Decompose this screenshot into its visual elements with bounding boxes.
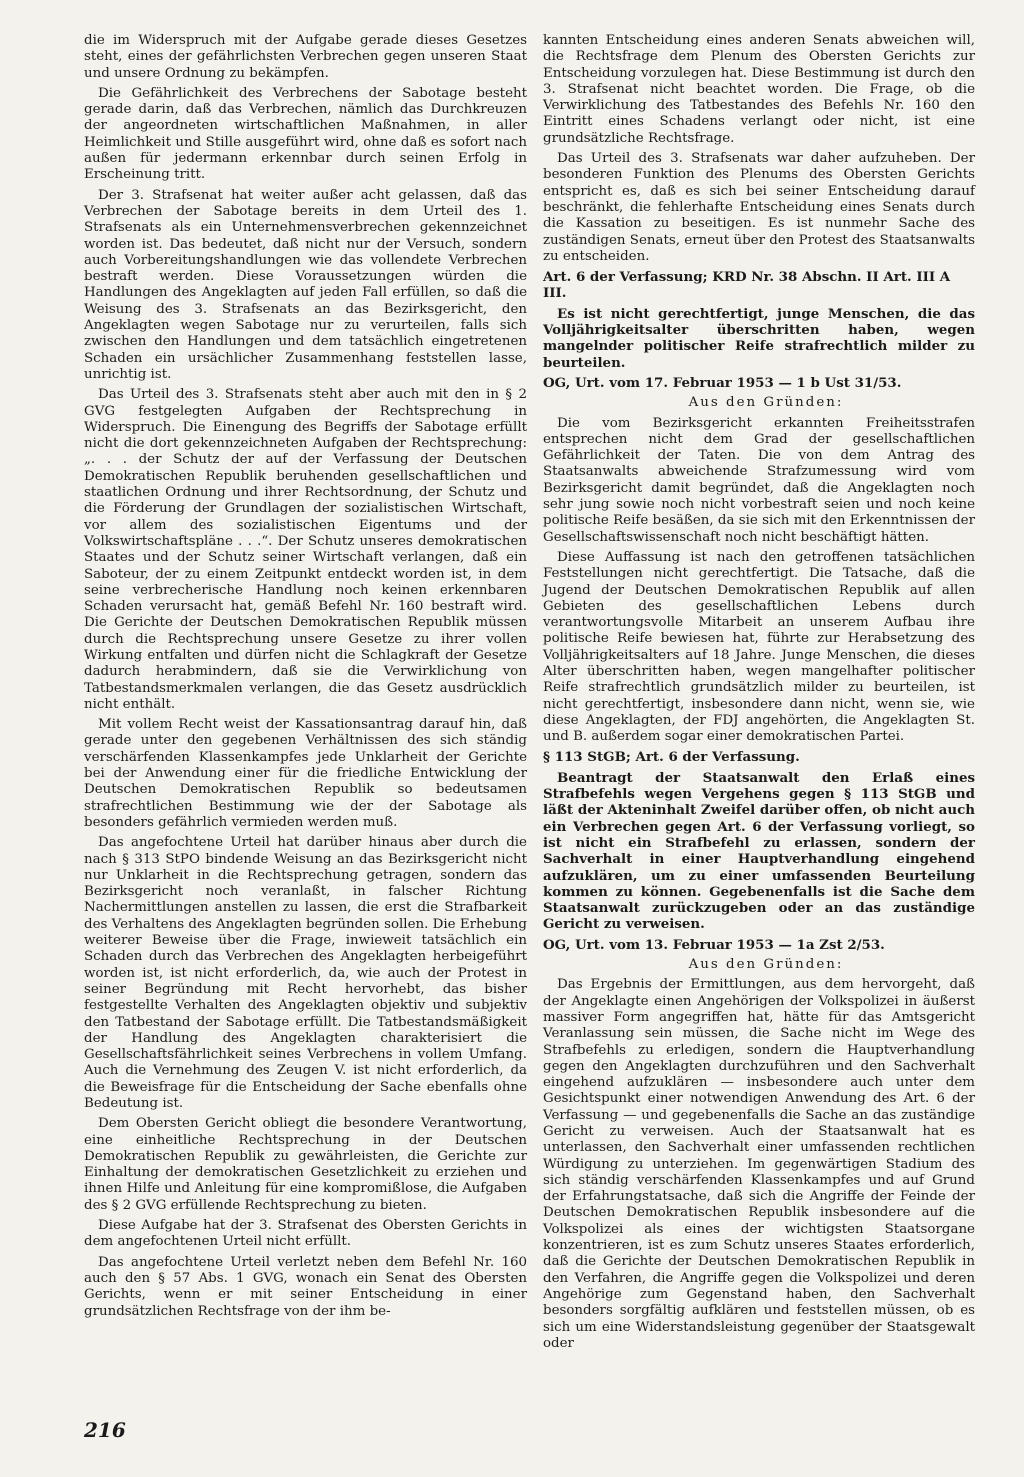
ruling-citation: OG, Urt. vom 17. Februar 1953 — 1 b Ust 31/53. — [543, 374, 902, 391]
paragraph: Die vom Bezirksgericht erkannten Freiheitsstrafen entsprechen nicht dem Grad der gesellschaftlichen Gefährlichkeit der Taten. Die von dem Antrag des Staatsanwalts abweichende Strafzumessung wird vom Bezirksgericht damit begründet, daß die Angeklagten noch sehr jung sowie noch nicht vorbestraft seien und noch keine politische Reife besäßen, da sie sich mit den Erkenntnissen der Gesellschaftswissenschaft noch nicht beschäftigt hätten. — [543, 415, 975, 545]
section-heading: § 113 StGB; Art. 6 der Verfassung. — [543, 749, 800, 766]
paragraph-continued: kannten Entscheidung eines anderen Senats abweichen will, die Rechtsfrage dem Plenum des Obersten Gerichts zur Entscheidung vorzulegen hat. Diese Bestimmung ist durch den 3. Strafsenat nicht beachtet worden. Die Frage, ob die Verwirklichung des Tatbestandes des Befehls Nr. 160 den Eintritt eines Schadens verlangt oder nicht, ist eine grundsätzliche Rechtsfrage. — [543, 33, 975, 146]
paragraph: Mit vollem Recht weist der Kassationsantrag darauf hin, daß gerade unter den gegebenen Verhältnissen des sich ständig verschärfenden Klassenkampfes jede Unklarheit der Gerichte bei der Anwendung einer für die friedliche Entwicklung der Deutschen Demokratischen Republik so bedeutsamen strafrechtlichen Bestimmung wie der der Sabotage als besonders gefährlich vermieden werden muß. — [84, 717, 527, 830]
paragraph: Diese Auffassung ist nach den getroffenen tatsächlichen Feststellungen nicht gerechtfertigt. Die Tatsache, daß die Jugend der Deutschen Demokratischen Republik auf allen Gebieten des gesellschaftlichen Lebens durch verantwortungsvolle Mitarbeit an unserem Aufbau ihre politische Reife bewiesen hat, führte zur Herabsetzung des Volljährigkeitsalters auf 18 Jahre. Junge Menschen, die dieses Alter überschritten haben, wegen mangelhafter politischer Reife strafrechtlich grundsätzlich milder zu beurteilen, ist nicht gerechtfertigt, insbesondere dann nicht, wenn sie, wie diese Angeklagten, der FDJ angehörten, die Angeklagten St. und B. außerdem sogar einer demokratischen Partei. — [543, 549, 975, 745]
paragraph: Dem Obersten Gericht obliegt die besondere Verantwortung, eine einheitliche Rechtsprechung in der Deutschen Demokratischen Republik zu gewährleisten, die Gerichte zur Einhaltung der demokratischen Gesetzlichkeit zu erziehen und ihnen Hilfe und Anleitung für eine kompromißlose, die Aufgaben des § 2 GVG erfüllende Rechtsprechung zu bieten. — [84, 1116, 527, 1213]
paragraph: Das angefochtene Urteil hat darüber hinaus aber durch die nach § 313 StPO bindende Weisung an das Bezirksgericht nicht nur Unklarheit in die Rechtsprechung getragen, sondern das Bezirksgericht noch veranlaßt, in falscher Richtung Nachermittlungen anstellen zu lassen, die erst die Strafbarkeit des Verhaltens des Angeklagten begründen sollen. Die Erhebung weiterer Beweise über die Frage, inwieweit tatsächlich ein Schaden durch das Verbrechen des Angeklagten herbeigeführt worden ist, ist nicht erforderlich, da, wie auch der Protest in seiner Begründung mit Recht hervorhebt, das bisher festgestellte Verhalten des Angeklagten objektiv und subjektiv den Tatbestand der Sabotage erfüllt. Die Tatbestandsmäßigkeit der Handlung des Angeklagten charakterisiert die Gesellschaftsfährlichkeit seines Verbrechens in vollem Umfang. Auch die Vernehmung des Zeugen V. ist nicht erforderlich, da die Beweisfrage für die Entscheidung der Sache ebenfalls ohne Bedeutung ist. — [84, 835, 527, 1111]
section-heading: Art. 6 der Verfassung; KRD Nr. 38 Abschn. II Art. III A III. — [543, 269, 951, 302]
paragraph: Die Gefährlichkeit des Verbrechens der Sabotage besteht gerade darin, daß das Verbrechen, nämlich das Durchkreuzen der angeordneten wirtschaftlichen Maßnahmen, in aller Heimlichkeit und Stille ausgeführt wird, ohne daß es sofort nach außen für jedermann erkennbar durch seinen Erfolg in Erscheinung tritt. — [84, 85, 527, 183]
paragraph: Diese Aufgabe hat der 3. Strafsenat des Obersten Gerichts in dem angefochtenen Urteil nicht erfüllt. — [84, 1218, 527, 1250]
paragraph: Das Urteil des 3. Strafsenats war daher aufzuheben. Der besonderen Funktion des Plenums des Obersten Gerichts entspricht es, daß es sich bei seiner Entscheidung darauf beschränkt, die fehlerhafte Entscheidung eines Senats durch die Kassation zu beseitigen. Es ist nunmehr Sache des zuständigen Senats, erneut über den Protest des Staatsanwalts zu entscheiden. — [543, 151, 975, 264]
ruling-citation: OG, Urt. vom 13. Februar 1953 — 1a Zst 2/53. — [543, 936, 885, 953]
page-number: 216 — [84, 1418, 126, 1442]
paragraph-continued: die im Widerspruch mit der Aufgabe gerade dieses Gesetzes steht, eines der gefährlichsten Verbrechen gegen unseren Staat und unsere Ordnung zu bekämpfen. — [84, 33, 527, 81]
right-column — [543, 33, 975, 1356]
grounds-label: Aus den Gründen: — [688, 395, 844, 411]
paragraph: Das Urteil des 3. Strafsenats steht aber auch mit den in § 2 GVG festgelegten Aufgaben der Rechtsprechung in Widerspruch. Die Einengung des Begriffs der Sabotage erfüllt nicht die dort gekennzeichneten Aufgaben der Rechtsprechung: „. . . der Schutz der auf der Verfassung der Deutschen Demokratischen Republik beruhenden gesellschaftlichen und staatlichen Ordnung und ihrer Rechtsordnung, der Schutz und die Förderung der Grundlagen der sozialistischen Wirtschaft, vor allem des sozialistischen Eigentums und der Volkswirtschaftspläne . . .“. Der Schutz unseres demokratischen Staates und der Schutz seiner Wirtschaft verlangen, daß ein Saboteur, der zu einem Zeitpunkt entdeckt worden ist, in dem seine verbrecherische Handlung noch keinen erkennbaren Schaden verursacht hat, gemäß Befehl Nr. 160 bestraft wird. Die Gerichte der Deutschen Demokratischen Republik müssen durch die Rechtsprechung unsere Gesetze zu ihrer vollen Wirkung entfalten und dürfen nicht die Schlagkraft der Gesetze dadurch herabmindern, daß sie die Verwirklichung von Tatbestandsmerkmalen verlangen, die das Gesetz ausdrücklich nicht enthält. — [84, 387, 527, 712]
left-column — [84, 33, 527, 1324]
paragraph: Das angefochtene Urteil verletzt neben dem Befehl Nr. 160 auch den § 57 Abs. 1 GVG, wonach ein Senat des Obersten Gerichts, wenn er mit seiner Entscheidung in einer grundsätzlichen Rechtsfrage von der ihm be- — [84, 1254, 527, 1319]
headnote: Beantragt der Staatsanwalt den Erlaß eines Strafbefehls wegen Vergehens gegen § 113 StGB und läßt der Akteninhalt Zweifel darüber offen, ob nicht auch ein Verbrechen gegen Art. 6 der Verfassung vorliegt, so ist nicht ein Strafbefehl zu erlassen, sondern der Sachverhalt in einer Hauptverhandlung eingehend aufzuklären, um zu einer umfassenden Beurteilung kommen zu können. Gegebenenfalls ist die Sache dem Staatsanwalt zurückzugeben oder an das zuständige Gericht zu verweisen. — [543, 769, 975, 933]
paragraph: Der 3. Strafsenat hat weiter außer acht gelassen, daß das Verbrechen der Sabotage bereits in dem Urteil des 1. Strafsenats als ein Unternehmensverbrechen gekennzeichnet worden ist. Das bedeutet, daß nicht nur der Versuch, sondern auch Vorbereitungshandlungen wie das vollendete Verbrechen bestraft werden. Diese Voraussetzungen würden die Handlungen des Angeklagten auf jeden Fall erfüllen, so daß die Weisung des 3. Strafsenats an das Bezirksgericht, den Angeklagten wegen Sabotage nur zu verurteilen, falls sich zwischen den Handlungen und dem tatsächlich eingetretenen Schaden ein ursächlicher Zusammenhang feststellen lasse, unrichtig ist. — [84, 187, 527, 382]
headnote: Es ist nicht gerechtfertigt, junge Menschen, die das Volljährigkeitsalter überschritten haben, wegen mangelnder politischer Reife strafrechtlich milder zu beurteilen. — [543, 305, 975, 371]
paragraph: Das Ergebnis der Ermittlungen, aus dem hervorgeht, daß der Angeklagte einen Angehörigen der Volkspolizei in äußerst massiver Form angegriffen hat, hätte für das Amtsgericht Veranlassung sein müssen, die Sache nicht im Wege des Strafbefehls zu erledigen, sondern die Hauptverhandlung gegen den Angeklagten durchzuführen und den Sachverhalt eingehend aufzuklären — insbesondere auch unter dem Gesichtspunkt einer notwendigen Anwendung des Art. 6 der Verfassung — und gegebenenfalls die Sache an das zuständige Gericht zu verweisen. Auch der Staatsanwalt hat es unterlassen, den Sachverhalt einer umfassenden rechtlichen Würdigung zu unterziehen. Im gegenwärtigen Stadium des sich ständig verschärfenden Klassenkampfes und auf Grund der Erfahrungstatsache, daß sich die Angriffe der Feinde der Deutschen Demokratischen Republik insbesondere auf die Volkspolizei als eines der wichtigsten Staatsorgane konzentrieren, ist es zum Schutz unseres Staates erforderlich, daß die Gerichte der Deutschen Demokratischen Republik in den Verfahren, die Angriffe gegen die Volkspolizei und deren Angehörige zum Gegenstand haben, den Sachverhalt besonders sorgfältig aufklären und feststellen müssen, ob es sich um eine Widerstandsleistung gegenüber der Staatsgewalt oder — [543, 977, 975, 1351]
grounds-label: Aus den Gründen: — [688, 957, 844, 973]
